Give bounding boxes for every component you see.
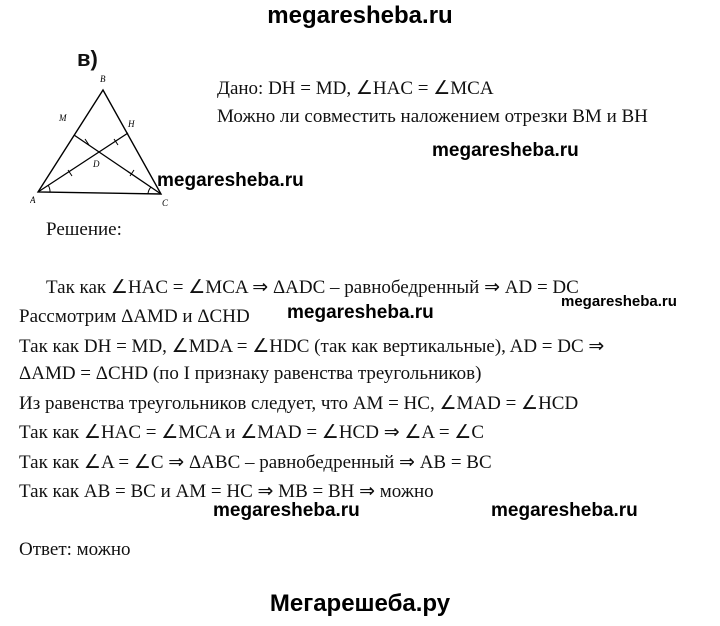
answer: Ответ: можно: [19, 539, 131, 560]
watermark-mid-2: megaresheba.ru: [157, 170, 304, 191]
watermark-mid-4: megaresheba.ru: [213, 500, 360, 521]
point-label-a: A: [30, 195, 36, 205]
solution-line-3: Так как DH = MD, ∠MDA = ∠HDC (так как вертикальные), AD = DC ⇒: [19, 336, 605, 357]
solution-line-8: Так как AB = BC и AM = HC ⇒ MB = BH ⇒ можно: [19, 481, 434, 502]
solution-heading: Решение:: [46, 219, 122, 240]
point-label-c: C: [162, 198, 169, 208]
point-label-h: H: [128, 119, 135, 129]
solution-line-6: Так как ∠HAC = ∠MCA и ∠MAD = ∠HCD ⇒ ∠A = ∠C: [19, 422, 484, 443]
watermark-bottom: Мегарешеба.ру: [269, 590, 451, 617]
watermark-mid-5: megaresheba.ru: [491, 500, 638, 521]
triangle-abc: [38, 90, 161, 194]
solution-line-5: Из равенства треугольников следует, что AM = HC, ∠MAD = ∠HCD: [19, 393, 579, 414]
solution-line-1: Так как ∠HAC = ∠MCA ⇒ ΔADC – равнобедренный ⇒ AD = DC: [46, 277, 579, 298]
given-line-2: Можно ли совместить наложением отрезки BM и BH: [217, 106, 648, 127]
watermark-top: megaresheba.ru: [267, 2, 453, 29]
watermark-mid-1: megaresheba.ru: [432, 140, 579, 161]
point-label-b: B: [100, 74, 106, 84]
watermark-mid-3: megaresheba.ru: [287, 302, 434, 323]
given-line-1: Дано: DH = MD, ∠HAC = ∠MCA: [217, 78, 494, 99]
angle-arc-c: [148, 187, 151, 194]
angle-arc-a: [48, 185, 50, 193]
figure-label: в): [77, 46, 98, 71]
solution-line-7: Так как ∠A = ∠C ⇒ ΔABC – равнобедренный ⇒ AB = BC: [19, 452, 492, 473]
solution-line-2: Рассмотрим ΔAMD и ΔCHD: [19, 306, 250, 327]
watermark-small: megaresheba.ru: [561, 293, 677, 310]
point-label-d: D: [93, 159, 100, 169]
solution-line-4: ΔAMD = ΔCHD (по I признаку равенства треугольников): [19, 363, 482, 384]
point-label-m: M: [59, 113, 67, 123]
